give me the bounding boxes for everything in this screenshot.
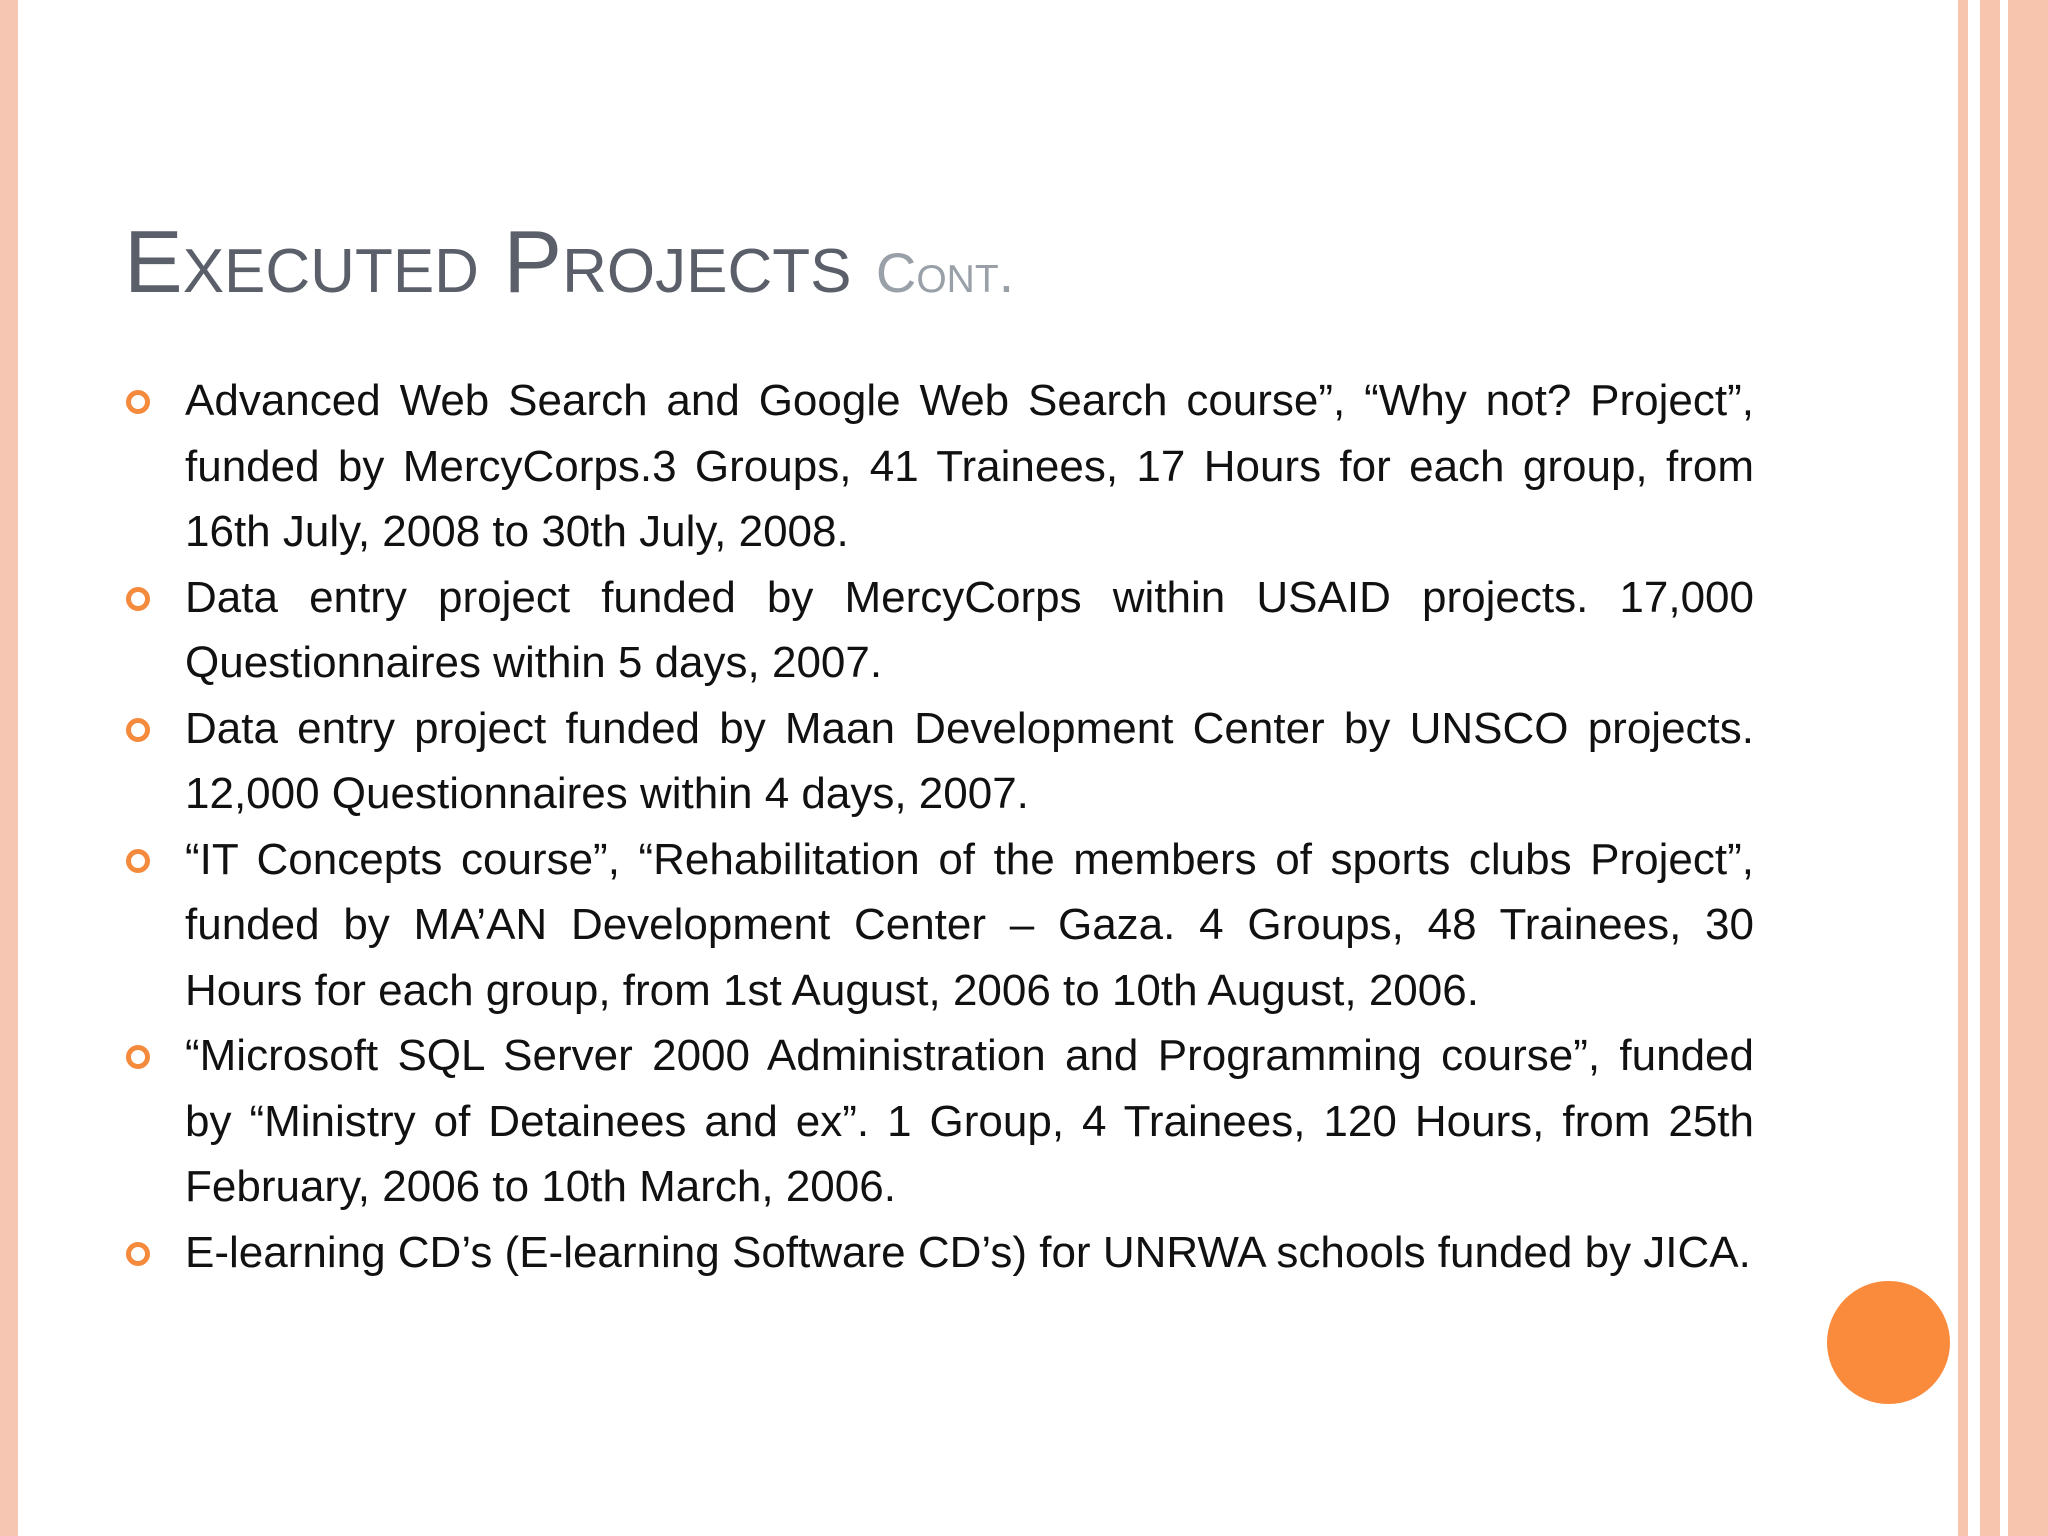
right-frame-stripe bbox=[2008, 0, 2048, 1536]
right-frame-gap bbox=[2000, 0, 2008, 1536]
right-frame-stripe bbox=[1980, 0, 2000, 1536]
list-item bbox=[124, 565, 1754, 696]
hollow-circle-bullet-icon bbox=[126, 1045, 150, 1069]
left-frame-border bbox=[0, 0, 18, 1536]
slide-title-main: Executed Projects bbox=[124, 212, 852, 311]
list-item bbox=[124, 1220, 1754, 1286]
orange-circle-decoration bbox=[1827, 1281, 1950, 1404]
list-item bbox=[124, 1023, 1754, 1220]
slide-title bbox=[124, 212, 1014, 323]
hollow-circle-bullet-icon bbox=[126, 849, 150, 873]
hollow-circle-bullet-icon bbox=[126, 587, 150, 611]
list-item-text: Data entry project funded by MercyCorps within USAID projects. 17,000 Questionnaires within 5 days, 2007. bbox=[185, 572, 1754, 687]
slide-title-continued: Cont. bbox=[875, 241, 1015, 304]
list-item-text: Data entry project funded by Maan Development Center by UNSCO projects. 12,000 Questionnaires within 4 days, 2007. bbox=[185, 703, 1754, 818]
right-frame-gap bbox=[1968, 0, 1980, 1536]
list-item-text: “Microsoft SQL Server 2000 Administration and Programming course”, funded by “Ministry of Detainees and ex”. 1 Group, 4 Trainees, 120 Hours, from 25th February, 2006 to 10th March, 2006. bbox=[185, 1031, 1754, 1211]
hollow-circle-bullet-icon bbox=[126, 390, 150, 414]
list-item-text: “IT Concepts course”, “Rehabilitation of the members of sports clubs Project”, funded by MA’AN Development Center – Gaza. 4 Groups, 48 Trainees, 30 Hours for each group, from 1st August, 2006 to 10th August, 2006. bbox=[185, 834, 1754, 1015]
list-item bbox=[124, 696, 1754, 827]
hollow-circle-bullet-icon bbox=[126, 1242, 150, 1266]
right-frame-stripe bbox=[1958, 0, 1968, 1536]
list-item bbox=[124, 827, 1754, 1024]
bullet-list bbox=[124, 368, 1754, 1285]
list-item-text: Advanced Web Search and Google Web Search course”, “Why not? Project”, funded by MercyCorps.3 Groups, 41 Trainees, 17 Hours for each group, from 16th July, 2008 to 30th July, 2008. bbox=[185, 376, 1754, 556]
list-item bbox=[124, 368, 1754, 565]
hollow-circle-bullet-icon bbox=[126, 718, 150, 742]
list-item-text: E-learning CD’s (E-learning Software CD’s) for UNRWA schools funded by JICA. bbox=[185, 1227, 1751, 1277]
